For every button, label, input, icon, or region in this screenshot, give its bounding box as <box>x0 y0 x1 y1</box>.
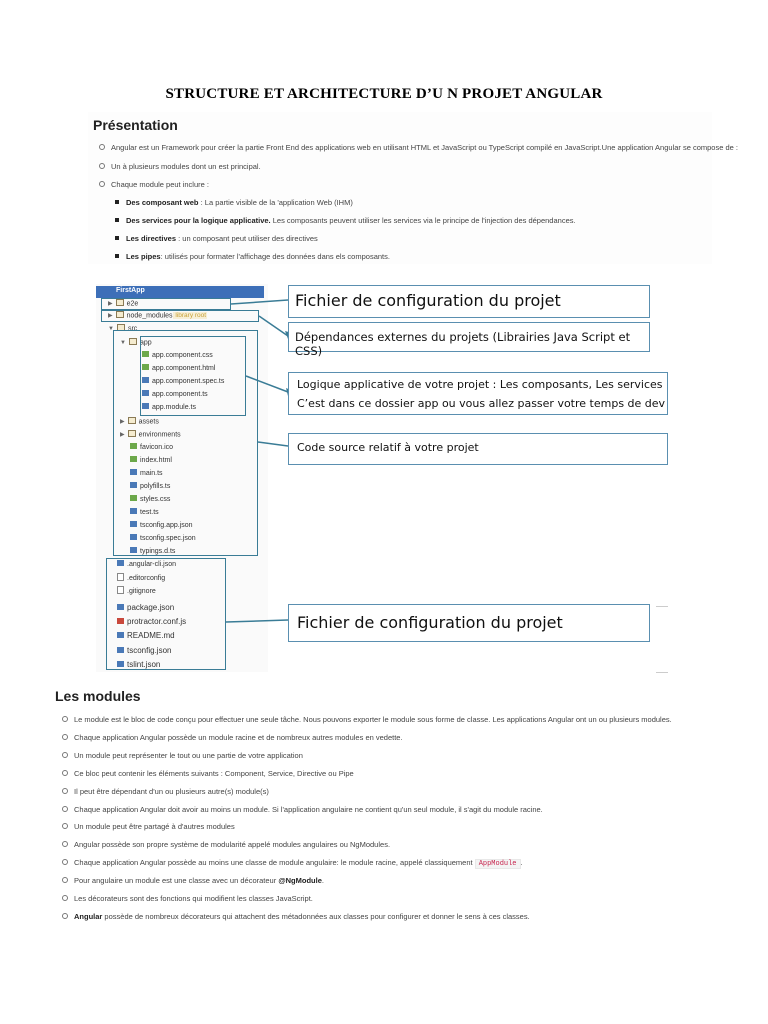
tree-item-label: main.ts <box>140 470 163 477</box>
tree-item-label: app.component.html <box>152 365 216 372</box>
sub-list-item: Des composant web : La partie visible de la 'application Web (IHM) <box>115 198 353 207</box>
bullet-circle-icon <box>62 823 68 829</box>
bullet-circle-icon <box>62 752 68 758</box>
bullet-circle-icon <box>62 895 68 901</box>
sub-list-item: Les directives : un composant peut utiliser des directives <box>115 234 318 243</box>
list-item: Chaque application Angular doit avoir au moins un module. Si l'application angulaire ne contient qu'un seul module, il s'agit du module racine. <box>62 805 543 814</box>
tree-item-label: index.html <box>140 457 172 464</box>
expand-arrow-icon[interactable]: ▶ <box>120 432 125 439</box>
tree-item-label: app.component.ts <box>152 391 208 398</box>
tree-item-label: src <box>127 325 138 333</box>
tree-item-label: .angular-cli.json <box>127 561 177 568</box>
expand-arrow-icon[interactable]: ▶ <box>108 313 113 320</box>
bullet-circle-icon <box>62 734 68 740</box>
bullet-circle-icon <box>62 716 68 722</box>
divider <box>656 672 668 673</box>
bullet-circle-icon <box>62 877 68 883</box>
list-item: Ce bloc peut contenir les éléments suivants : Component, Service, Directive ou Pipe <box>62 769 354 778</box>
tree-item-label: styles.css <box>140 496 171 503</box>
tree-item-label: tslint.json <box>127 660 161 669</box>
tree-item-label: protractor.conf.js <box>127 617 187 626</box>
tree-item-label: polyfills.ts <box>140 483 171 490</box>
tree-item-label: tsconfig.spec.json <box>140 535 196 542</box>
connector-src <box>258 442 288 446</box>
list-item: Angular est un Framework pour créer la partie Front End des applications web en utilisant HTML et JavaScript ou TypeScript compilé en JavaScript.Une application Angular se compose de : <box>99 143 738 152</box>
sub-list-item: Les pipes: utilisés pour formater l'affichage des données dans els composants. <box>115 252 390 261</box>
list-item: Chaque application Angular possède un module racine et de nombreux autres modules en vedette. <box>62 733 403 742</box>
tree-item-label: assets <box>138 418 159 426</box>
tree-item-label: package.json <box>127 603 175 612</box>
tree-item-label: e2e <box>126 300 139 308</box>
tree-item-label: environments <box>138 431 181 439</box>
presentation-heading: Présentation <box>93 117 178 133</box>
bullet-circle-icon <box>62 788 68 794</box>
callout-config-bottom: Fichier de configuration du projet <box>288 604 650 642</box>
collapse-arrow-icon[interactable]: ▼ <box>120 340 126 347</box>
tree-item-label: node_modules <box>126 312 173 320</box>
tree-item-label: test.ts <box>140 509 159 516</box>
modules-heading: Les modules <box>55 688 141 704</box>
bullet-circle-icon <box>62 841 68 847</box>
list-item: Un à plusieurs modules dont un est principal. <box>99 162 261 171</box>
list-item: Chaque module peut inclure : <box>99 180 209 189</box>
expand-arrow-icon[interactable]: ▶ <box>108 301 113 308</box>
expand-arrow-icon[interactable]: ▶ <box>120 419 125 426</box>
tree-item-label: README.md <box>127 631 175 640</box>
code-snippet: AppModule <box>475 859 521 869</box>
bullet-circle-icon <box>62 859 68 865</box>
bullet-circle-icon <box>62 770 68 776</box>
tree-item-label: .gitignore <box>127 587 156 595</box>
connector-app <box>246 376 288 392</box>
divider <box>656 606 668 607</box>
list-item: Chaque application Angular possède au moins une classe de module angulaire: le module racine, appelé classiquement AppModule . <box>62 858 523 869</box>
tree-item-label: typings.d.ts <box>140 548 176 555</box>
list-item: Les décorateurs sont des fonctions qui modifient les classes JavaScript. <box>62 894 313 903</box>
tree-item-label: .editorconfig <box>127 574 166 582</box>
tree-item-label: app.component.css <box>152 352 213 359</box>
bullet-circle-icon <box>62 913 68 919</box>
tree-item-label: app.module.ts <box>152 404 196 411</box>
collapse-arrow-icon[interactable]: ▼ <box>108 326 114 333</box>
tree-item-label: app <box>139 339 152 347</box>
list-item: Angular possède son propre système de modularité appelé modules angulaires ou NgModules. <box>62 840 390 849</box>
list-item: Un module peut représenter le tout ou une partie de votre application <box>62 751 303 760</box>
connector-config-bottom <box>226 620 288 622</box>
tree-item-label: tsconfig.app.json <box>140 522 193 529</box>
list-item: Angular possède de nombreux décorateurs qui attachent des métadonnées aux classes pour configurer et donner le sens à ces classes. <box>62 912 530 921</box>
list-item: Un module peut être partagé à d'autres modules <box>62 822 235 831</box>
list-item: Le module est le bloc de code conçu pour effectuer une seule tâche. Nous pouvons exporter le module sous forme de classe. Les applications Angular ont un ou plusieurs modules. <box>62 715 672 724</box>
tree-root-label: FirstApp <box>116 287 145 294</box>
connector-deps <box>259 316 288 336</box>
bullet-circle-icon <box>62 806 68 812</box>
document-title: STRUCTURE ET ARCHITECTURE D’U N PROJET ANGULAR <box>165 86 603 102</box>
sub-list-item: Des services pour la logique applicative. Les composants peuvent utiliser les services via le principe de l'injection des dépendances. <box>115 216 576 225</box>
tree-item-label: tsconfig.json <box>127 646 172 655</box>
callout-src: Code source relatif à votre projet <box>288 433 668 465</box>
callout-app-logic: Logique applicative de votre projet : Les composants, Les services C’est dans ce dossier app ou vous allez passer votre temps de dev <box>288 372 668 415</box>
list-item: Il peut être dépendant d'un ou plusieurs autre(s) module(s) <box>62 787 269 796</box>
callout-config-top: Fichier de configuration du projet <box>288 285 650 318</box>
tree-item-label: favicon.ico <box>140 444 174 451</box>
library-root-tag: library root <box>173 312 207 320</box>
connector-config-top <box>231 300 288 304</box>
callout-dependencies: Dépendances externes du projets (Librairies Java Script et CSS) <box>288 322 650 352</box>
list-item: Pour angulaire un module est une classe avec un décorateur @NgModule. <box>62 876 324 885</box>
tree-item-label: app.component.spec.ts <box>152 378 225 385</box>
